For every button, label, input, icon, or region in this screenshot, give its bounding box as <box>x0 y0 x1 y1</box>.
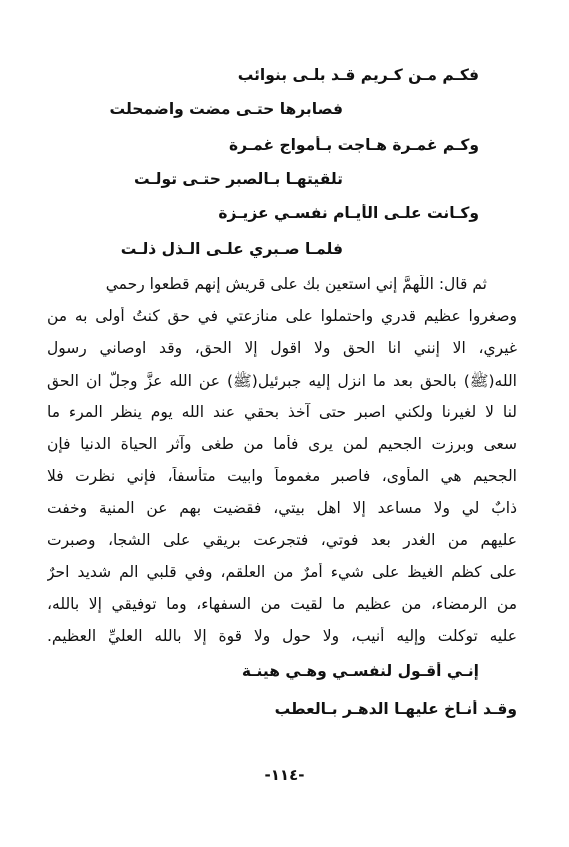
page-number: -١١٤- <box>264 766 305 784</box>
prose-line: غيري، الا إنني انا الحق ولا اقول إلا الحق، وقد اوصاني رسول <box>47 339 517 357</box>
verse-line: وكـانت علـى الأيـام نفسـي عزيـزة <box>218 204 479 222</box>
verse-line: تلقيتهـا بـالصبر حتـى تولـت <box>133 170 343 188</box>
prose-line: سعى وبرزت الجحيم لمن يرى فأما من طغى وآثر الحياة الدنيا فإن <box>47 435 517 453</box>
prose-line: عليهم من الغدر بعد فوتي، فتجرعت بريقي على الشجا، وصبرت <box>47 531 517 549</box>
verse-line: وقـد أنـاخ عليهـا الدهـر بـالعطب <box>274 700 517 718</box>
verse-line: فلمـا صـبري علـى الـذل ذلـت <box>120 240 343 258</box>
verse-line: فصابرها حتـى مضت واضمحلت <box>109 100 343 118</box>
prose-line: الله(ﷺ) بالحق بعد ما انزل إليه جبرئيل(ﷺ) عن الله عزَّ وجلَّ ان الحق <box>47 372 517 390</box>
prose-line: عليه توكلت وإليه أُنيب، ولا حول ولا قوة إلا بالله العليِّ العظيم. <box>47 627 517 645</box>
prose-line: ذابٌ لي ولا مساعد إلا اهل بيتي، فقضيت بهم عن المنية وخفت <box>47 499 517 517</box>
prose-line: لنا لا لغيرنا ولكني اصبر حتى آخذ بحقي عند الله يوم ينظر المرء ما <box>47 403 517 421</box>
prose-line: من الرمضاء، من عظيم ما لقيت من السفهاء، وما توفيقي إلا بالله، <box>47 595 517 613</box>
verse-line: إنـي أقـول لنفسـي وهـي هينـة <box>241 662 479 680</box>
verse-line: وكـم غمـرة هـاجت بـأمواج غمـرة <box>228 136 479 154</box>
prose-line: على كظم الغيظ على شيء أمرٌ من العلقم، وفي قلبي الم شديد احرٌ <box>47 563 517 581</box>
verse-line: فكـم مـن كـريم قـد بلـى بنوائب <box>237 66 479 84</box>
prose-line: الجحيم هي المأوى، فاصبر مغموماً وابيت متأسفاً، فإني نظرت فلا <box>47 467 517 485</box>
prose-line: وصغروا عظيم قدري واحتملوا على منازعتي في حق كنتُ أولى به من <box>47 307 517 325</box>
prose-line: ثم قال: اللّهمَّ إني استعين بك على قريش إنهم قطعوا رحمي <box>105 275 487 293</box>
